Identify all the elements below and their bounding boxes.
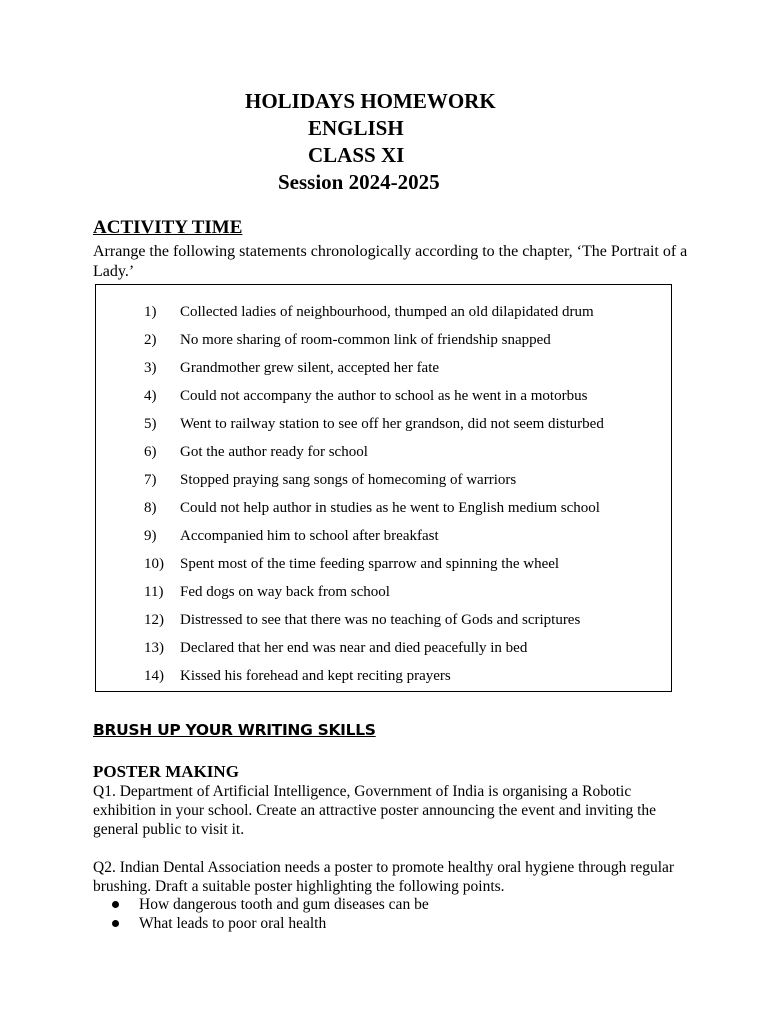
- statement-number-text: 11): [144, 583, 164, 600]
- statement-number-text: 12): [144, 611, 164, 628]
- title-class: CLASS XI: [308, 143, 405, 167]
- statement-text: Stopped praying sang songs of homecoming of warriors: [180, 471, 517, 488]
- statements-list: [96, 298, 671, 690]
- bullet-item: [112, 895, 429, 914]
- statement-number: [96, 444, 172, 461]
- statement-number-text: 5): [144, 415, 157, 432]
- statement-text: Grandmother grew silent, accepted her fate: [180, 359, 440, 376]
- bullet-text: What leads to poor oral health: [139, 915, 327, 932]
- statement-text: Declared that her end was near and died peacefully in bed: [180, 639, 528, 656]
- statement-number-text: 14): [144, 667, 164, 684]
- statement-text: Spent most of the time feeding sparrow and spinning the wheel: [180, 555, 560, 572]
- statement-item: [96, 438, 671, 466]
- statement-number: [96, 668, 172, 685]
- question-2: Q2. Indian Dental Association needs a poster to promote healthy oral hygiene through regular brushing. Draft a suitable poster highlighting the following points.: [93, 859, 675, 895]
- statement-item: [96, 522, 671, 550]
- statement-item: [96, 606, 671, 634]
- question-2-points: [112, 895, 429, 933]
- statement-number-text: 3): [144, 359, 157, 376]
- statement-item: [96, 634, 671, 662]
- bullet-dot-icon: [112, 901, 119, 908]
- statement-text: Went to railway station to see off her grandson, did not seem disturbed: [180, 415, 604, 432]
- title-holidays-homework: HOLIDAYS HOMEWORK: [245, 89, 496, 113]
- statement-number-text: 1): [144, 303, 157, 320]
- statement-number: [96, 528, 172, 545]
- activity-instruction: Arrange the following statements chronologically according to the chapter, ‘The Portrait of a Lady.’: [93, 243, 688, 280]
- title-session: Session 2024-2025: [278, 170, 440, 194]
- statement-item: [96, 354, 671, 382]
- statement-item: [96, 326, 671, 354]
- statement-number: [96, 360, 172, 377]
- poster-making-heading: POSTER MAKING: [93, 762, 239, 781]
- bullet-dot-icon: [112, 920, 119, 927]
- bullet-text: How dangerous tooth and gum diseases can be: [139, 896, 429, 913]
- statement-number: [96, 472, 172, 489]
- statement-item: [96, 410, 671, 438]
- statement-item: [96, 382, 671, 410]
- statement-item: [96, 578, 671, 606]
- statement-number: [96, 304, 172, 321]
- statement-item: [96, 662, 671, 690]
- statement-number-text: 10): [144, 555, 164, 572]
- statement-number: [96, 612, 172, 629]
- statement-text: Could not accompany the author to school as he went in a motorbus: [180, 387, 588, 404]
- statement-number: [96, 416, 172, 433]
- statement-number-text: 8): [144, 499, 157, 516]
- statement-text: Could not help author in studies as he went to English medium school: [180, 499, 600, 516]
- title-subject: ENGLISH: [308, 116, 404, 140]
- statement-number: [96, 500, 172, 517]
- statement-number-text: 9): [144, 527, 157, 544]
- statement-item: [96, 550, 671, 578]
- writing-skills-heading: BRUSH UP YOUR WRITING SKILLS: [93, 721, 376, 739]
- statement-text: No more sharing of room-common link of friendship snapped: [180, 331, 551, 348]
- question-1: Q1. Department of Artificial Intelligence, Government of India is organising a Robotic exhibition in your school. Create an attractive poster announcing the event and inviting the general public to visit it.: [93, 783, 657, 838]
- statement-text: Collected ladies of neighbourhood, thumped an old dilapidated drum: [180, 303, 594, 320]
- statement-item: [96, 494, 671, 522]
- statement-number: [96, 556, 172, 573]
- bullet-item: [112, 914, 429, 933]
- statement-text: Accompanied him to school after breakfast: [180, 527, 439, 544]
- statement-text: Distressed to see that there was no teaching of Gods and scriptures: [180, 611, 581, 628]
- statement-number-text: 7): [144, 471, 157, 488]
- statement-text: Fed dogs on way back from school: [180, 583, 390, 600]
- statement-text: Got the author ready for school: [180, 443, 368, 460]
- statement-number: [96, 584, 172, 601]
- statement-number-text: 4): [144, 387, 157, 404]
- statement-number-text: 6): [144, 443, 157, 460]
- statement-item: [96, 466, 671, 494]
- statement-item: [96, 298, 671, 326]
- statement-text: Kissed his forehead and kept reciting prayers: [180, 667, 451, 684]
- statement-number: [96, 388, 172, 405]
- statement-number: [96, 640, 172, 657]
- statement-number: [96, 332, 172, 349]
- statement-number-text: 13): [144, 639, 164, 656]
- statement-number-text: 2): [144, 331, 157, 348]
- statements-box: [95, 284, 672, 692]
- activity-heading: ACTIVITY TIME: [93, 217, 243, 238]
